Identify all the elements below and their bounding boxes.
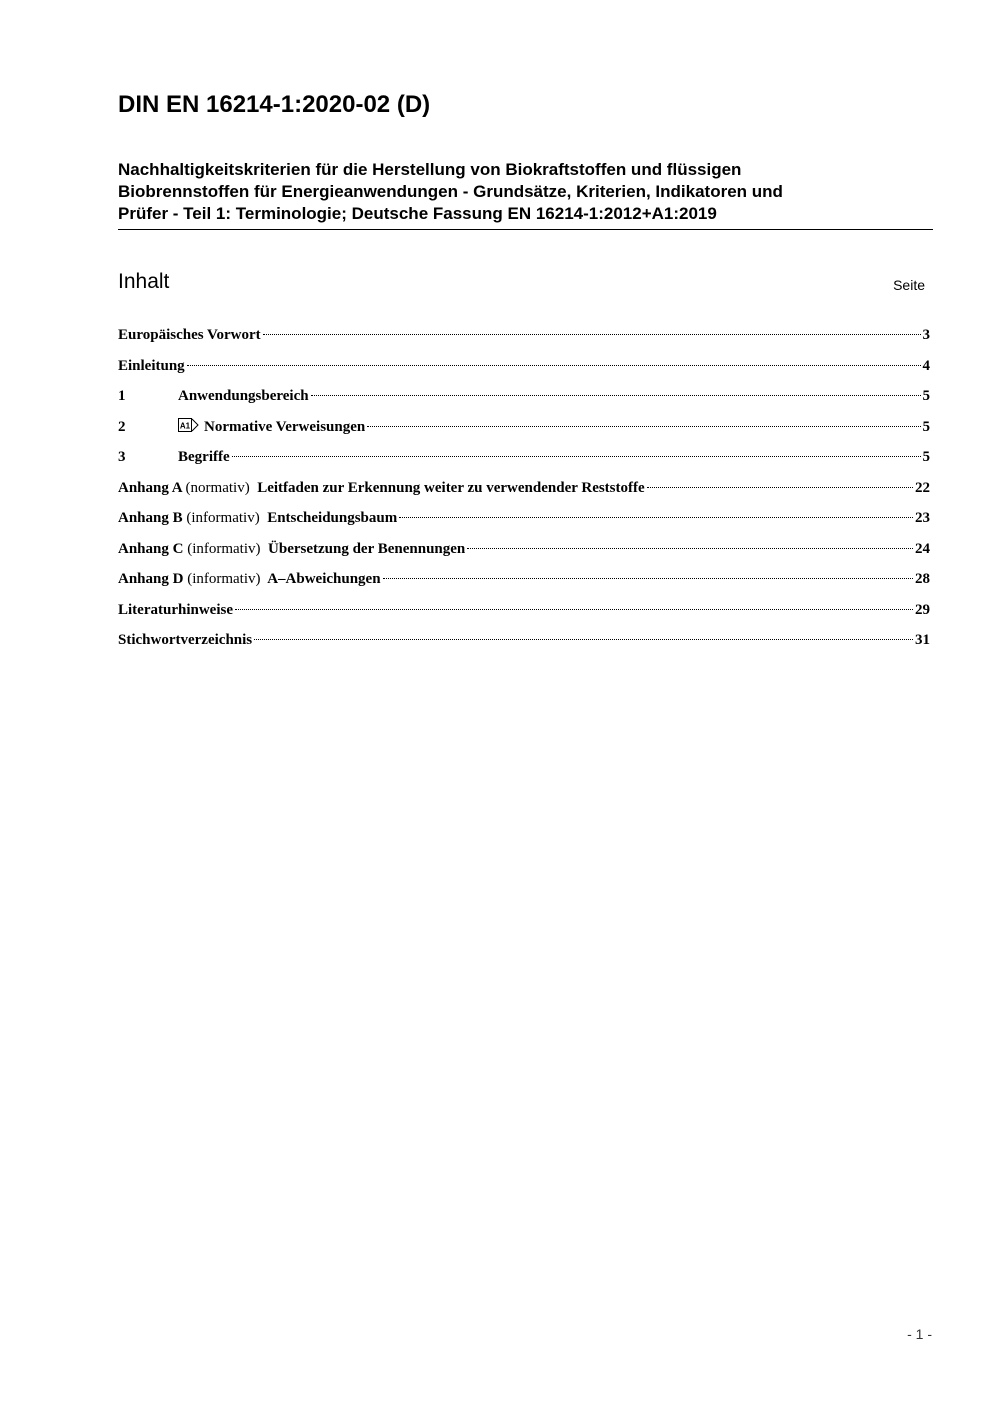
toc-annex-label: Anhang D [118,571,184,587]
toc-entry-anwendungsbereich[interactable] [118,385,930,416]
toc-entry-title-wrapper [178,416,365,438]
toc-annex-label: Anhang B [118,510,183,526]
toc-entry-anhang-d[interactable] [118,568,930,599]
toc-entry-normative-verweisungen[interactable] [118,416,930,447]
toc-entry-number: 1 [118,388,126,404]
toc-entry-europaeisches-vorwort[interactable] [118,324,930,355]
toc-entry-title: Stichwortverzeichnis [118,632,253,648]
toc-entry-title: Literaturhinweise [118,601,233,618]
toc-entry-anhang-c[interactable] [118,538,930,569]
toc-entry-anhang-b[interactable] [118,507,930,538]
toc-entry-begriffe[interactable] [118,446,930,477]
toc-annex-type: (informativ) [186,510,260,526]
toc-leader [311,395,921,396]
document-title-line: Biobrennstoffen für Energieanwendungen - Grundsätze, Kriterien, Indikatoren und [118,182,783,201]
toc-entry-page: 22 [915,479,930,496]
toc-leader [235,609,913,610]
toc-entry-title: Normative Verweisungen [204,418,366,435]
toc-leader [399,517,913,518]
toc-entry-page: 3 [922,327,930,343]
amendment-marker-icon [178,418,200,433]
toc-entry-title: Übersetzung der Benennungen [268,540,466,557]
toc-leader [367,426,920,427]
document-title-line: Prüfer - Teil 1: Terminologie; Deutsche Fassung EN 16214-1:2012+A1:2019 [118,204,717,223]
toc-entry-page: 29 [915,601,930,618]
toc-leader [263,334,921,335]
amendment-marker-label: A1 [179,421,191,430]
toc-entry-title: Europäisches Vorwort [118,327,261,343]
toc-annex-type: (informativ) [187,571,261,587]
toc-entry-stichwortverzeichnis[interactable] [118,629,930,660]
toc-annex-label: Anhang A [118,479,182,496]
toc-entry-title: Leitfaden zur Erkennung weiter zu verwendender Reststoffe [257,479,645,496]
toc-annex-type: (informativ) [187,540,261,557]
toc-entry-einleitung[interactable] [118,355,930,386]
toc-entry-title: Begriffe [178,449,230,465]
toc-entry-literaturhinweise[interactable] [118,599,930,630]
toc-entry-title: A–Abweichungen [267,571,381,587]
toc-entry-page: 5 [922,388,930,404]
toc-heading: Inhalt [118,270,170,293]
toc-entry-page: 4 [922,357,930,374]
toc-leader [647,487,913,488]
document-id: DIN EN 16214-1:2020-02 (D) [118,91,431,118]
toc-leader [254,639,913,640]
toc-entry-page: 24 [915,540,930,557]
toc-annex-type: (normativ) [185,479,250,496]
toc-entry-title-wrapper [118,507,397,529]
toc-entry-number: 3 [118,449,126,465]
document-title [118,159,933,230]
toc-entry-title: Entscheidungsbaum [267,510,398,526]
toc-entry-title-wrapper [118,538,465,560]
toc-annex-label: Anhang C [118,540,184,557]
toc-entry-page: 23 [915,510,930,526]
toc-entry-page: 5 [922,418,930,435]
page-number: - 1 - [907,1326,932,1342]
toc-entry-number: 2 [118,418,126,435]
document-title-line: Nachhaltigkeitskriterien für die Herstellung von Biokraftstoffen und flüssigen [118,160,742,179]
toc-leader [467,548,913,549]
toc-entry-title: Anwendungsbereich [178,388,309,404]
toc-leader [187,365,921,366]
toc-entry-title-wrapper [118,477,645,499]
table-of-contents [118,324,930,660]
toc-leader [232,456,921,457]
toc-entry-page: 28 [915,571,930,587]
toc-entry-page: 5 [922,449,930,465]
toc-entry-title-wrapper [118,568,381,590]
toc-entry-anhang-a[interactable] [118,477,930,508]
toc-entry-page: 31 [915,632,930,648]
toc-page-heading: Seite [893,277,925,293]
toc-entry-title: Einleitung [118,357,185,374]
toc-leader [383,578,913,579]
